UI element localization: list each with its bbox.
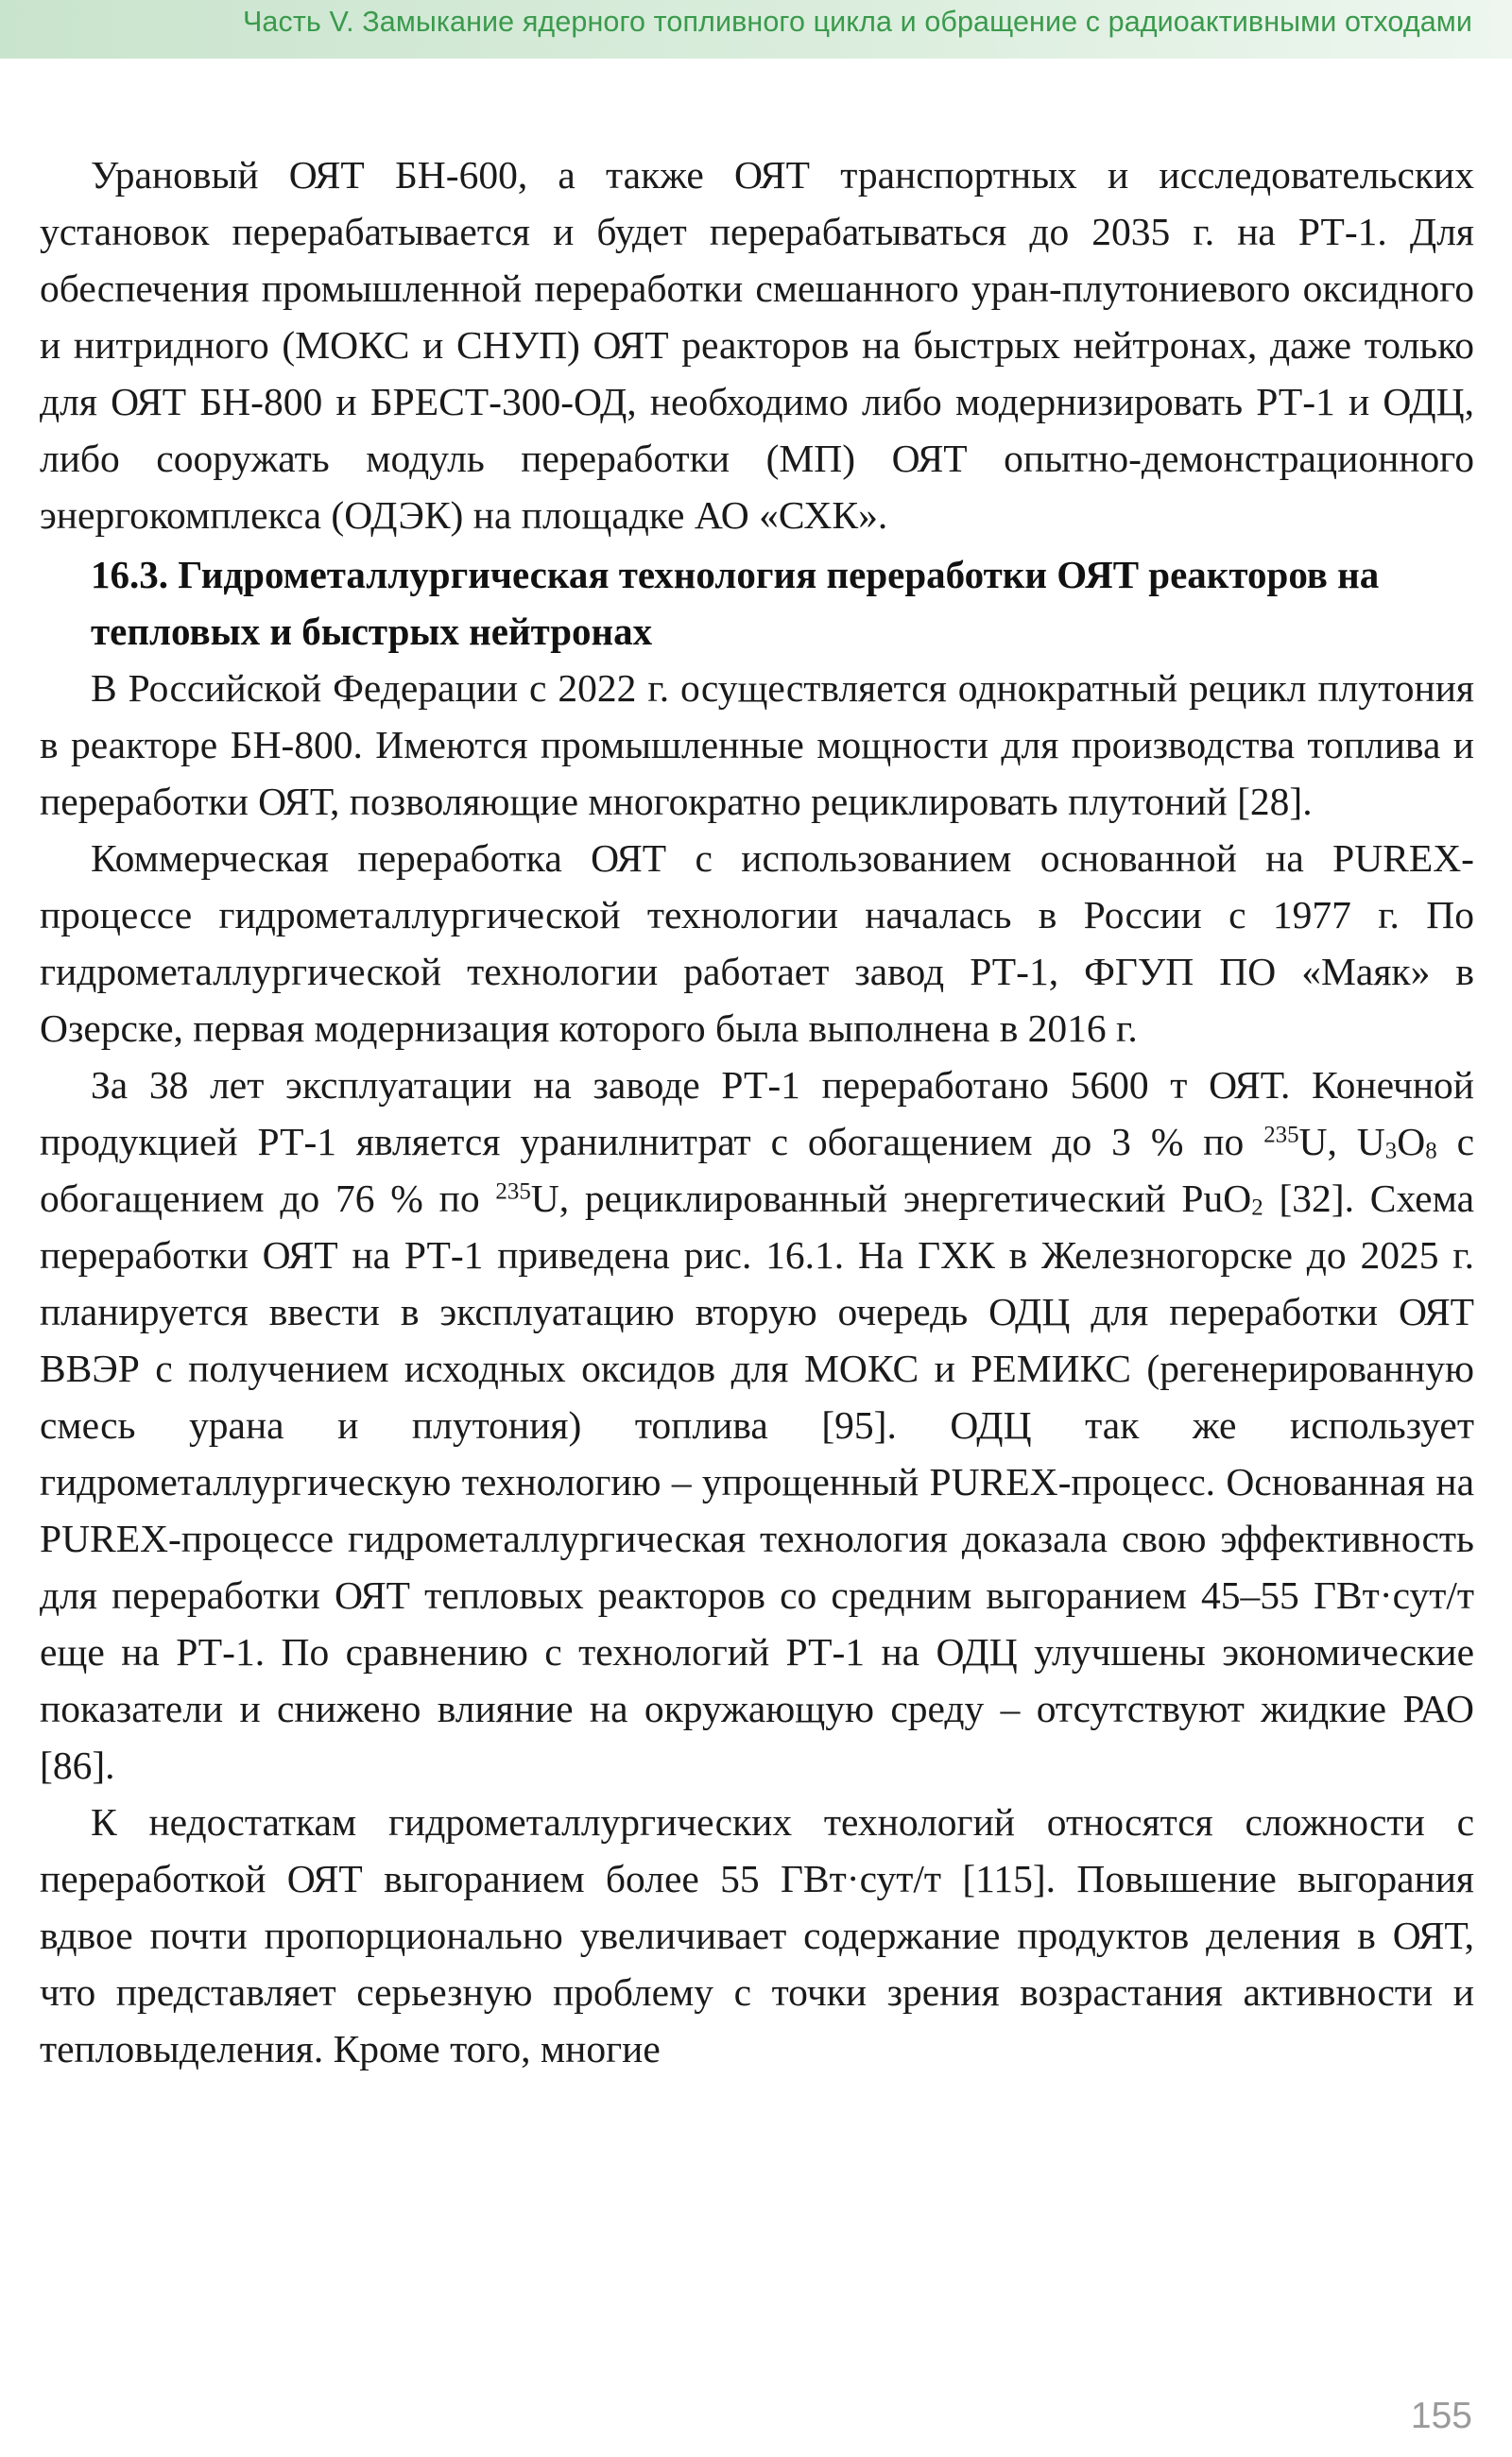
paragraph-4-text-1: За 38 лет эксплуатации на заводе РТ-1 переработано 5600 т ОЯТ. Конечной продукцией РТ-1 является уранилнитрат с обогащением до 3 % по <box>40 1063 1474 1163</box>
paragraph-4-text-4: с обогащением до 76 % по <box>40 1120 1474 1220</box>
formula-subscript: 3 <box>1384 1138 1398 1164</box>
paragraph-4 <box>40 1057 1474 1794</box>
paragraph-4-text-5: U, рециклированный энергетический PuO <box>530 1177 1252 1220</box>
running-header-title: Часть V. Замыкание ядерного топливного цикла и обращение с радиоактивными отходами <box>242 6 1472 38</box>
paragraph-5: К недостаткам гидрометаллургических технологий относятся сложности с переработкой ОЯТ выгоранием более 55 ГВт·сут/т [115]. Повышение выгорания вдвое почти пропорционально увеличивает содержание продуктов деления в ОЯТ, что представляет серьезную проблему с точки зрения возрастания активности и тепловыделения. Кроме того, многие <box>40 1800 1474 2070</box>
page-number: 155 <box>1410 2396 1472 2436</box>
section-heading: 16.3. Гидрометаллургическая технология переработки ОЯТ реакторов на тепловых и быстрых нейтронах <box>91 553 1380 653</box>
paragraph-3: Коммерческая переработка ОЯТ с использованием основанной на PUREX-процессе гидрометаллургической технологии началась в России с 1977 г. По гидрометаллургической технологии работает завод РТ-1, ФГУП ПО «Маяк» в Озерске, первая модернизация которого была выполнена в 2016 г. <box>40 836 1474 1050</box>
paragraph-1: Урановый ОЯТ БН-600, а также ОЯТ транспортных и исследовательских установок перерабатывается и будет перерабатываться до 2035 г. на РТ-1. Для обеспечения промышленной переработки смешанного уран-плутониевого оксидного и нитридного (МОКС и СНУП) ОЯТ реакторов на быстрых нейтронах, даже только для ОЯТ БН-800 и БРЕСТ-300-ОД, необходимо либо модернизировать РТ-1 и ОДЦ, либо сооружать модуль переработки (МП) ОЯТ опытно-демонстрационного энергокомплекса (ОДЭК) на площадке АО «СХК». <box>40 153 1474 537</box>
formula-subscript: 8 <box>1425 1138 1437 1164</box>
paragraph-2: В Российской Федерации с 2022 г. осуществляется однократный рецикл плутония в реакторе БН-800. Имеются промышленные мощности для производства топлива и переработки ОЯТ, позволяющие многократно рециклировать плутоний [28]. <box>40 666 1474 823</box>
isotope-mass-number: 235 <box>1263 1122 1299 1148</box>
formula-subscript: 2 <box>1251 1194 1263 1221</box>
running-header <box>0 0 1512 59</box>
isotope-mass-number: 235 <box>495 1178 531 1205</box>
paragraph-4-text-6: [32]. Схема переработки ОЯТ на РТ-1 приведена рис. 16.1. На ГХК в Железногорске до 2025 г. планируется ввести в эксплуатацию вторую очередь ОДЦ для переработки ОЯТ ВВЭР с получением исходных оксидов для МОКС и РЕМИКС (регенерированную смесь урана и плутония) топлива [95]. ОДЦ так же использует гидрометаллургическую технологию – упрощенный PUREX-процесс. Основанная на PUREX-процессе гидрометаллургическая технология доказала свою эффективность для переработки ОЯТ тепловых реакторов со средним выгоранием 45–55 ГВт·сут/т еще на РТ-1. По сравнению с технологий РТ-1 на ОДЦ улучшены экономические показатели и снижено влияние на окружающую среду – отсутствуют жидкие РАО [86]. <box>40 1177 1474 1787</box>
page-body <box>40 146 1474 2077</box>
paragraph-4-text-3: O <box>1397 1120 1426 1163</box>
paragraph-4-text-2: U, U <box>1298 1120 1385 1163</box>
